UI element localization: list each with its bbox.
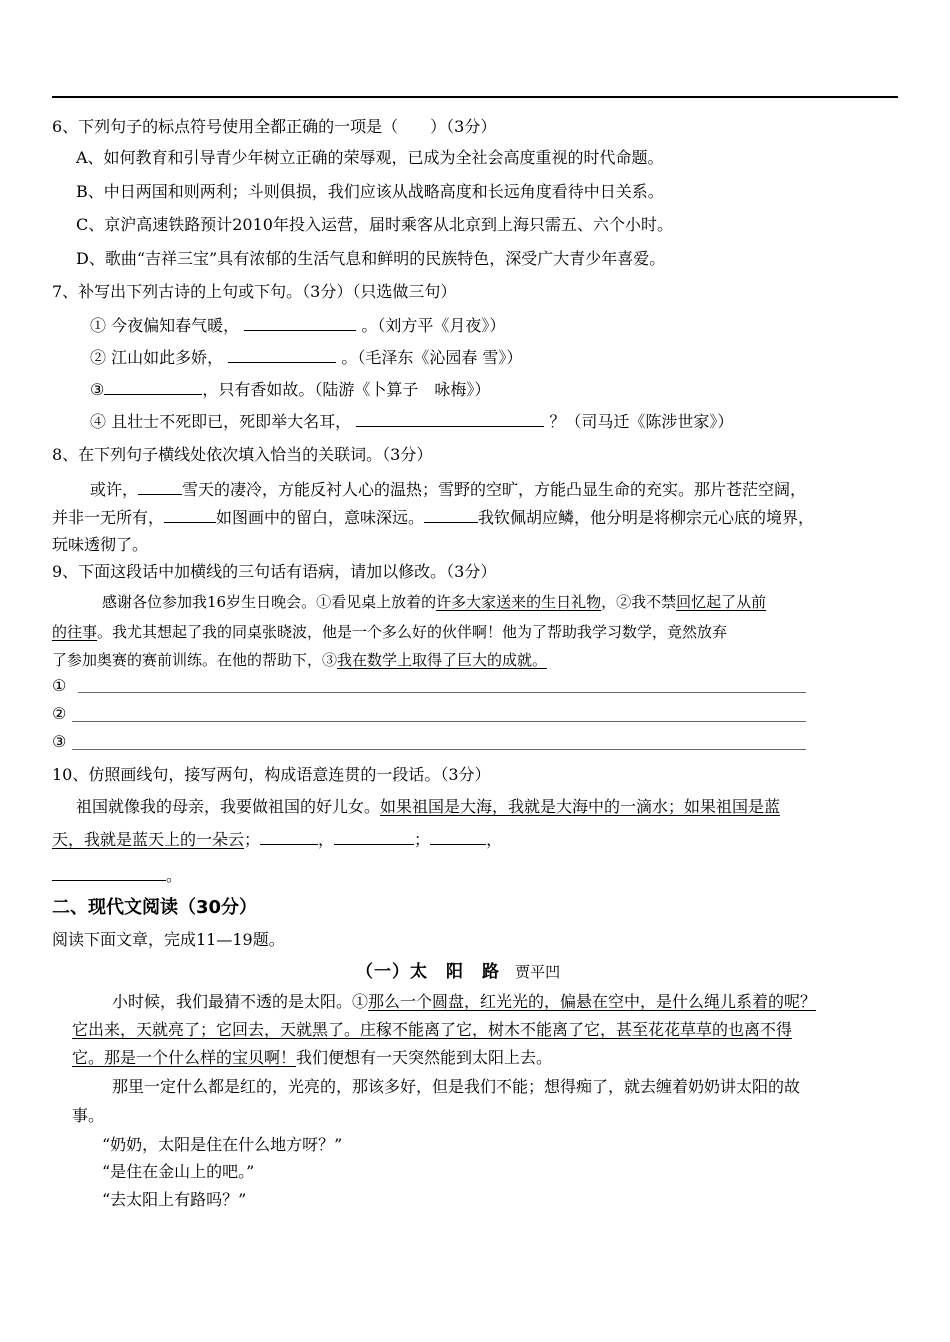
q9-answer-line-3[interactable] <box>72 749 806 750</box>
q6-option-b: B、中日两国和则两利；斗则俱损，我们应该从战略高度和长远角度看待中日关系。 <box>76 182 664 201</box>
q7-item-3-after: ，只有香如故。（陆游《卜算子 咏梅》） <box>202 380 491 399</box>
q9-text-3a: 了参加奥赛的赛前训练。在他的帮助下，③ <box>52 651 338 669</box>
q9-text-1b: ，②我不禁 <box>601 593 677 611</box>
article-author: 贾平凹 <box>515 963 561 981</box>
q10-underlined-1: 如果祖国是大海，我就是大海中的一滴水；如果祖国是蓝 <box>380 797 781 816</box>
q10-blank-3[interactable] <box>430 830 486 845</box>
q9-para-line-2 <box>52 622 727 642</box>
q10-underlined-2: 天，我就是蓝天上的一朵云 <box>52 830 245 849</box>
q10-sep-1: ； <box>244 830 261 849</box>
article-underlined-3: 它。那是一个什么样的宝贝啊！ <box>72 1048 297 1067</box>
q7-item-2-before: 江山如此多娇， <box>111 348 224 367</box>
q8-line-1 <box>90 480 806 500</box>
q7-item-4-after: ？（司马迁《陈涉世家》） <box>549 412 734 431</box>
q6-option-d: D、歌曲“吉祥三宝”具有浓郁的生活气息和鲜明的民族特色，深受广大青少年喜爱。 <box>76 249 666 268</box>
header-rule <box>52 96 898 98</box>
section-2-heading: 二、现代文阅读（30分） <box>52 897 258 918</box>
article-dialogue-3: “去太阳上有路吗？” <box>102 1190 247 1209</box>
q7-item-1-after: 。（刘方平《月夜》） <box>361 316 506 335</box>
q10-blank-2[interactable] <box>334 830 414 845</box>
q9-underlined-2a: 回忆起了从前 <box>676 593 767 611</box>
q9-text-2b: 。我尤其想起了我的同桌张晓波，他是一个多么好的伙伴啊！他为了帮助我学习数学，竟然放弃 <box>97 623 728 641</box>
q9-answer-line-2[interactable] <box>72 721 806 722</box>
article-dialogue-1: “奶奶，太阳是住在什么地方呀？” <box>102 1135 343 1154</box>
article-underlined-2: 它出来，天就亮了；它回去，天就黑了。庄稼不能离了它，树木不能离了它，甚至花花草草的也离不得 <box>72 1020 793 1039</box>
q8-text-2b: 如图画中的留白，意味深远。 <box>216 508 425 527</box>
q7-item-2 <box>90 348 522 368</box>
q10-sep-2: ， <box>318 830 335 849</box>
q7-item-3 <box>90 380 490 400</box>
article-para-1-line-1 <box>112 992 816 1012</box>
article-para-1-line-3 <box>72 1048 552 1068</box>
q7-item-2-after: 。（毛泽东《沁园春 雪》） <box>341 348 523 367</box>
q7-stem: 7、补写出下列古诗的上句或下句。（3分）（只选做三句） <box>52 282 457 301</box>
q7-item-2-blank[interactable] <box>228 348 336 363</box>
q9-underlined-3: 我在数学上取得了巨大的成就。 <box>337 651 548 669</box>
q8-text-1b: 雪天的凄冷，方能反衬人心的温热；雪野的空旷，方能凸显生命的充实。那片苍茫空阔， <box>182 480 807 499</box>
q10-end-mark: 。 <box>166 866 183 885</box>
q10-blank-4[interactable] <box>52 866 166 881</box>
q7-item-4-blank[interactable] <box>356 412 544 427</box>
article-underlined-1: 那么一个圆盘，红光光的，偏悬在空中，是什么绳儿系着的呢？ <box>368 992 817 1011</box>
q7-item-3-num: ③ <box>90 380 105 399</box>
q8-line-3: 玩味透彻了。 <box>52 535 149 554</box>
q9-underlined-1: 许多大家送来的生日礼物 <box>436 593 602 611</box>
q8-blank-2[interactable] <box>164 508 216 523</box>
q9-para-line-3 <box>52 650 547 670</box>
q7-item-1-before: 今夜偏知春气暖， <box>111 316 240 335</box>
q8-blank-3[interactable] <box>424 508 478 523</box>
article-dialogue-2: “是住在金山上的吧。” <box>102 1162 255 1181</box>
q10-line-2 <box>52 830 502 850</box>
article-title: （一）太 阳 路 <box>356 962 500 982</box>
q9-answer-label-2: ② <box>52 704 67 723</box>
q10-text-1a: 祖国就像我的母亲，我要做祖国的好儿女。 <box>76 797 381 816</box>
q8-stem: 8、在下列句子横线处依次填入恰当的关联词。（3分） <box>52 445 433 464</box>
q9-text-1a: 感谢各位参加我16岁生日晚会。①看见桌上放着的 <box>102 593 437 611</box>
q9-answer-line-1[interactable] <box>78 692 806 693</box>
q7-item-4-before: 且壮士不死即已，死即举大名耳， <box>111 412 352 431</box>
q7-item-1-blank[interactable] <box>244 316 356 331</box>
q7-item-1 <box>90 316 505 336</box>
q10-blank-1[interactable] <box>260 830 318 845</box>
article-para-1-line-2 <box>72 1020 792 1040</box>
q10-sep-3: ； <box>414 830 431 849</box>
q7-item-2-num: ② <box>90 348 107 367</box>
q10-line-1 <box>76 797 780 817</box>
q9-para-line-1 <box>102 592 766 612</box>
article-para-2-line-1: 那里一定什么都是红的，光亮的，那该多好，但是我们不能；想得痴了，就去缠着奶奶讲太阳的故 <box>112 1077 801 1096</box>
q6-option-c: C、京沪高速铁路预计2010年投入运营，届时乘客从北京到上海只需五、六个小时。 <box>76 215 673 234</box>
q6-option-a: A、如何教育和引导青少年树立正确的荣辱观，已成为全社会高度重视的时代命题。 <box>76 148 664 167</box>
section-2-instruction: 阅读下面文章，完成11—19题。 <box>52 930 285 949</box>
q7-item-4 <box>90 412 733 432</box>
q8-text-2a: 并非一无所有， <box>52 508 165 527</box>
q7-item-1-num: ① <box>90 316 107 335</box>
article-heading <box>356 962 560 982</box>
article-text-1a: 小时候，我们最猜不透的是太阳。① <box>112 992 369 1011</box>
q8-text-2c: 我钦佩胡应鳞，他分明是将柳宗元心底的境界， <box>478 508 815 527</box>
q10-sep-4: ， <box>486 830 503 849</box>
q7-item-3-blank[interactable] <box>104 380 202 395</box>
q9-underlined-2b: 的往事 <box>52 623 98 641</box>
q9-answer-label-1: ① <box>52 676 67 695</box>
q8-text-1a: 或许， <box>90 480 139 499</box>
q8-line-2 <box>52 508 814 528</box>
q9-answer-label-3: ③ <box>52 732 67 751</box>
q9-stem: 9、下面这段话中加横线的三句话有语病，请加以修改。（3分） <box>52 562 497 581</box>
q6-stem: 6、下列句子的标点符号使用全都正确的一项是（ ）（3分） <box>52 117 497 136</box>
article-text-3b: 我们便想有一天突然能到太阳上去。 <box>296 1048 553 1067</box>
q10-line-3 <box>52 866 182 886</box>
q10-stem: 10、仿照画线句，接写两句，构成语意连贯的一段话。（3分） <box>52 765 491 784</box>
q8-blank-1[interactable] <box>138 480 182 495</box>
q7-item-4-num: ④ <box>90 412 107 431</box>
article-para-2-line-2: 事。 <box>72 1106 105 1125</box>
